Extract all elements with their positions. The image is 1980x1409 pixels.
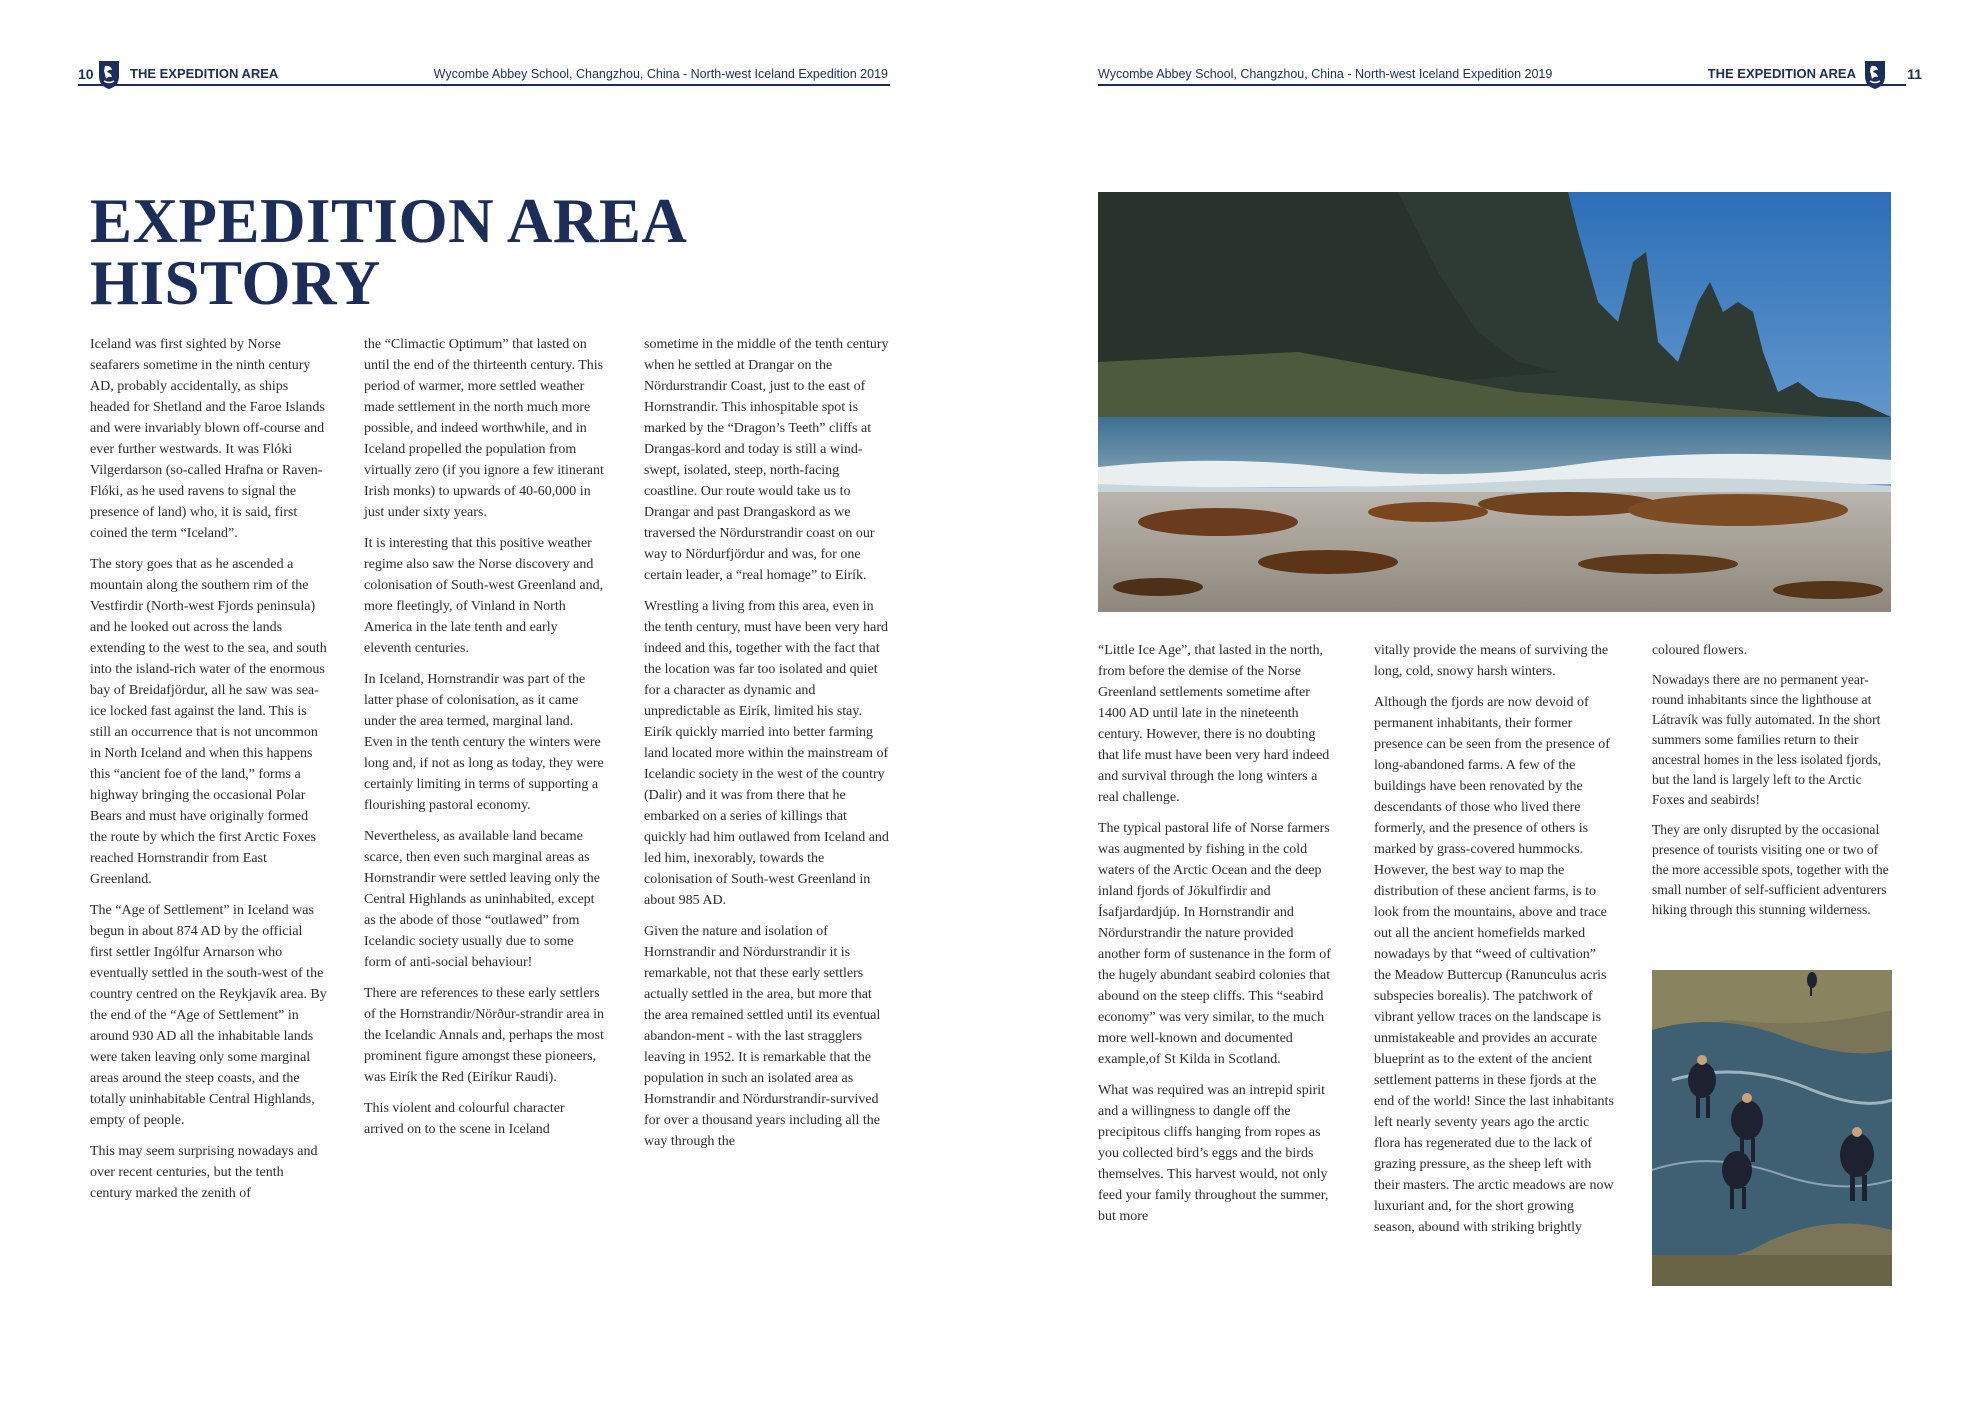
text-column-3 [644,334,890,1162]
paragraph: The “Age of Settlement” in Iceland was begun in about 874 AD by the official first settler Ingólfur Arnarson who eventually settled in the south-west of the country centred on the Reykjavík area. By the end of the “Age of Settlement” in around 930 AD all the inhabitable lands were taken leaving only some marginal areas around the steep coasts, and the totally uninhabitable Central Highlands, empty of people. [90,903,327,1128]
paragraph: Nowadays there are no permanent year-round inhabitants since the lighthouse at Látravík was fully automated. In the short summers some families return to their ancestral homes in the less isolated fjords, but the land is largely left to the Arctic Foxes and seabirds! [1652,672,1882,807]
coastal-cliffs-photo [1098,192,1891,612]
paragraph: There are references to these early settlers of the Hornstrandir/Nörður-strandir area in the Icelandic Annals and, perhaps the most prominent figure amongst these pioneers, was Eirík the Red (Eiríkur Raudi). [364,986,604,1085]
page-header-right [1098,64,1922,86]
page-title [90,186,688,318]
paragraph: “Little Ice Age”, that lasted in the north, from before the demise of the Norse Greenland settlements sometime after 1400 AD until late in the nineteenth century. However, there is no doubting that life must have been very hard indeed and survival through the long winters a real challenge. [1098,643,1330,805]
paragraph: Nevertheless, as available land became scarce, then even such marginal areas as Hornstrandir were settled leaving only the Central Highlands as uninhabited, except as the abode of those “outlawed” from Icelandic society usually due to some form of anti-social behaviour! [364,829,600,970]
hikers-river-crossing-photo [1652,970,1892,1286]
school-line: Wycombe Abbey School, Changzhou, China - North-west Iceland Expedition 2019 [1098,67,1553,81]
paragraph: the “Climactic Optimum” that lasted on until the end of the thirteenth century. This period of warmer, more settled weather made settlement in the north much more possible, and indeed worthwhile, and in Iceland propelled the population from virtually zero (if you ignore a few itinerant Irish monks) to upwards of 40-60,000 in just under sixty years. [364,337,604,520]
school-line: Wycombe Abbey School, Changzhou, China - North-west Iceland Expedition 2019 [433,67,888,81]
text-column-4 [1098,640,1338,1237]
text-column-1 [90,334,328,1214]
paragraph: The typical pastoral life of Norse farmers was augmented by fishing in the cold waters of the Arctic Ocean and the deep inland fjords of Jökulfirdir and Ísafjardardjúp. In Hornstrandir and Nördurstrandir the nature provided another form of sustenance in the form of the hugely abundant seabird colonies that abound on the steep cliffs. This “seabird economy” was very similar, to the much more well-known and documented example,of St Kilda in Scotland. [1098,821,1331,1067]
paragraph: Although the fjords are now devoid of permanent inhabitants, their former presence can be seen from the presence of long-abandoned farms. A few of the buildings have been renovated by the descendants of those who lived there formerly, and the presence of others is marked by grass-covered hummocks. However, the best way to map the distribution of these ancient farms, is to look from the mountains, above and trace out all the ancient homefields marked nowadays by that “weed of cultivation” the Meadow Buttercup (Ranunculus acris subspecies borealis). The patchwork of vibrant yellow traces on the landscape is unmistakeable and provides an accurate blueprint as to the extent of the ancient settlement patterns in these fjords at the end of the world! Since the last inhabitants left nearly seventy years ago the arctic flora has regenerated due to the lack of grazing pressure, as the sheep left with their masters. The arctic meadows are now luxuriant and, for the short growing season, abound with striking brightly [1374,695,1614,1235]
title-line-1: EXPEDITION AREA [90,186,688,256]
text-column-2 [364,334,604,1150]
paragraph: Given the nature and isolation of Hornstrandir and Nördurstrandir it is remarkable, not that these early settlers actually settled in the area, but more that the area remained settled until its eventual abandon-ment - with the last stragglers leaving in 1952. It is remarkable that the population in such an isolated area as Hornstrandir and Nördurstrandir-survived for over a thousand years including all the way through the [644,924,881,1149]
paragraph: sometime in the middle of the tenth century when he settled at Drangar on the Nördurstrandir Coast, just to the east of Hornstrandir. This inhospitable spot is marked by the “Dragon’s Teeth” cliffs at Drangas-kord and today is still a wind-swept, isolated, steep, north-facing coastline. Our route would take us to Drangar and past Drangaskord as we traversed the Nördurstrandir coast on our way to Nördurfjördur and was, for one certain leader, a “real homage” to Eirík. [644,337,889,583]
paragraph: Wrestling a living from this area, even in the tenth century, must have been very hard indeed and this, together with the fact that the location was far too isolated and quiet for a character as dynamic and unpredictable as Eirík, limited his stay. Eirík quickly married into better farming land located more within the mainstream of Icelandic society in the west of the country (Dalir) and it was from there that he embarked on a series of killings that quickly had him outlawed from Iceland and led him, inexorably, towards the colonisation of South-west Greenland in about 985 AD. [644,599,889,908]
page-number: 10 [78,66,94,82]
paragraph: vitally provide the means of surviving the long, cold, snowy harsh winters. [1374,643,1609,679]
title-line-2: HISTORY [90,248,381,318]
header-rule [78,84,890,86]
text-column-6 [1652,640,1894,930]
section-title: THE EXPEDITION AREA [1707,66,1856,81]
paragraph: This violent and colourful character arrived on to the scene in Iceland [364,1101,565,1137]
paragraph: It is interesting that this positive weather regime also saw the Norse discovery and colonisation of South-west Greenland and, more fleetingly, of Vinland in North America in the late tenth and early eleventh centuries. [364,536,604,656]
paragraph: They are only disrupted by the occasional presence of tourists visiting one or two of the more accessible spots, together with the small number of self-sufficient adventurers hiking through this stunning wilderness. [1652,822,1889,917]
header-rule [1098,84,1906,86]
section-title: THE EXPEDITION AREA [130,66,279,81]
paragraph: The story goes that as he ascended a mountain along the southern rim of the Vestfirdir (North-west Fjords peninsula) and he looked out across the lands extending to the west to the sea, and south into the island-rich water of the enormous bay of Breidafjördur, all he saw was sea-ice locked fast against the land. This is still an occurrence that is not uncommon in North Iceland and when this happens this “ancient foe of the land,” forms a highway bringing the occasional Polar Bears and must have originally formed the route by which the first Arctic Foxes reached Hornstrandir from East Greenland. [90,557,327,887]
paragraph: Iceland was first sighted by Norse seafarers sometime in the ninth century AD, probably accidentally, as ships headed for Shetland and the Faroe Islands and were invariably blown off-course and ever further westwards. It was Flóki Vilgerdarson (so-called Hrafna or Raven-Flóki, as he used ravens to signal the presence of land) who, it is said, first coined the term “Iceland”. [90,337,325,541]
paragraph: What was required was an intrepid spirit and a willingness to dangle off the precipitous cliffs hanging from ropes as you collected bird’s eggs and the birds themselves. This harvest would, not only feed your family throughout the summer, but more [1098,1083,1329,1224]
paragraph: coloured flowers. [1652,642,1748,657]
page-header-left [78,64,890,86]
paragraph: In Iceland, Hornstrandir was part of the latter phase of colonisation, as it came under the area termed, marginal land. Even in the tenth century the winters were long and, if not as long as today, they were certainly limiting in terms of supporting a flourishing pastoral economy. [364,672,604,813]
text-column-5 [1374,640,1614,1248]
paragraph: This may seem surprising nowadays and over recent centuries, but the tenth century marked the zenith of [90,1144,318,1201]
right-page [990,0,1980,1409]
page-number: 11 [1907,66,1922,82]
